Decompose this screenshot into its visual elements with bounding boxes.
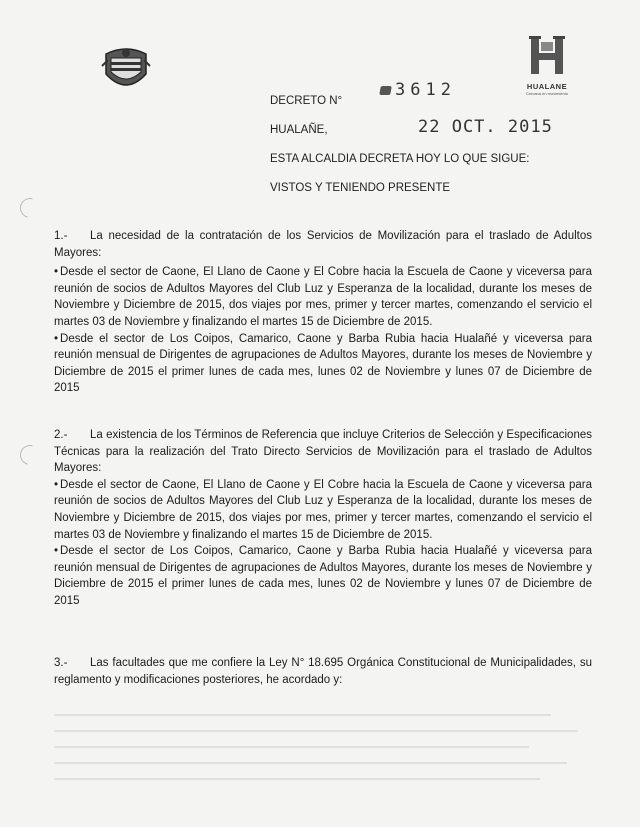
section-intro bbox=[54, 655, 592, 688]
section-number: 1.- bbox=[54, 230, 68, 242]
decreto-number-stamp bbox=[380, 80, 456, 100]
section-intro bbox=[54, 427, 592, 477]
logo-subtitle: Cercana en movimiento bbox=[525, 91, 569, 96]
date-stamp: 22 OCT. 2015 bbox=[418, 117, 553, 137]
section-number: 2.- bbox=[54, 429, 68, 441]
hualane-logo-icon bbox=[527, 36, 567, 76]
section-1 bbox=[54, 228, 592, 397]
vistos-heading: VISTOS Y TENIENDO PRESENTE bbox=[270, 182, 451, 194]
place-label: HUALAÑE, bbox=[270, 124, 328, 136]
section-3 bbox=[54, 655, 592, 688]
decreto-label: DECRETO N° bbox=[270, 95, 343, 107]
show-through-shadow bbox=[54, 700, 594, 820]
hualane-logo bbox=[522, 36, 572, 98]
section-bullet: • Desde el sector de Los Coipos, Camarico, Caone y Barba Rubia hacia Hualañé y viceversa para reunión mensual de Dirigentes de agrupaciones de Adultos Mayores, durante los meses de Noviembre y Diciembre de 2015 el primer lunes de cada mes, lunes 02 de Noviembre y lunes 07 de Diciembre de 2015 bbox=[54, 331, 592, 397]
stamp-mark-icon bbox=[379, 86, 392, 95]
decree-heading: ESTA ALCALDIA DECRETA HOY LO QUE SIGUE: bbox=[270, 153, 530, 165]
section-bullet: • Desde el sector de Caone, El Llano de Caone y El Cobre hacia la Escuela de Caone y viceversa para reunión de socios de Adultos Mayores del Club Luz y Esperanza de la localidad, durante los meses de Noviembre y Diciembre de 2015, dos viajes por mes, primer y tercer martes, comenzando el servicio el martes 03 de Noviembre y finalizando el martes 15 de Diciembre de 2015. bbox=[54, 477, 592, 543]
section-bullet: • Desde el sector de Caone, El Llano de Caone y El Cobre hacia la Escuela de Caone y viceversa para reunión de socios de Adultos Mayores del Club Luz y Esperanza de la localidad, durante los meses de Noviembre y Diciembre de 2015, dos viajes por mes, primer y tercer martes, comenzando el servicio el martes 03 de Noviembre y finalizando el martes 15 de Diciembre de 2015. bbox=[54, 264, 592, 330]
section-intro-text: La necesidad de la contratación de los Servicios de Movilización para el traslado de Adultos Mayores: bbox=[54, 230, 592, 259]
section-number: 3.- bbox=[54, 657, 68, 669]
punch-hole-mark bbox=[16, 194, 43, 221]
section-intro-text: La existencia de los Términos de Referencia que incluye Criterios de Selección y Especificaciones Técnicas para la realización del Trato Directo Servicios de Movilización para el traslado de Adultos Mayores: bbox=[54, 429, 592, 475]
municipal-crest-icon bbox=[100, 46, 152, 92]
section-intro bbox=[54, 228, 592, 261]
logo-text: HUALANE bbox=[526, 82, 568, 91]
section-bullet: • Desde el sector de Los Coipos, Camarico, Caone y Barba Rubia hacia Hualañé y viceversa para reunión mensual de Dirigentes de agrupaciones de Adultos Mayores, durante los meses de Noviembre y Diciembre de 2015 el primer lunes de cada mes, lunes 02 de Noviembre y lunes 07 de Diciembre de 2015 bbox=[54, 543, 592, 609]
punch-hole-mark bbox=[16, 441, 43, 468]
section-intro-text: Las facultades que me confiere la Ley N° 18.695 Orgánica Constitucional de Municipalidades, su reglamento y modificaciones posteriores, he acordado y: bbox=[54, 657, 592, 686]
decreto-number: 3612 bbox=[395, 80, 456, 100]
section-2 bbox=[54, 427, 592, 610]
